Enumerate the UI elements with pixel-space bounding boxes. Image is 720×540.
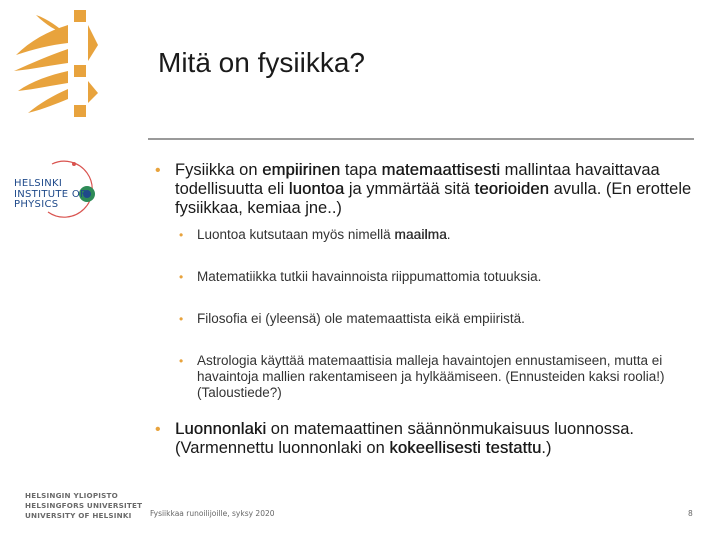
page-number: 8 (688, 509, 693, 518)
subbullet-nature: • Luontoa kutsutaan myös nimellä maailma. (179, 227, 451, 242)
title-divider (148, 138, 694, 140)
slide-title: Mitä on fysiikka? (158, 47, 365, 78)
slide-footer: Fysiikkaa runoilijoille, syksy 2020 (150, 509, 275, 518)
subbullet-philosophy: • Filosofia ei (yleensä) ole matemaattista eikä empiiristä. (179, 311, 525, 326)
bullet-physics-definition: • Fysiikka on empiirinen tapa matemaattisesti mallintaa havaittavaa todellisuutta eli luontoa ja ymmärtää sitä teorioiden avulla. (En erottele fysiikkaa, kemiaa jne..) (155, 161, 692, 217)
institute-name: HELSINKI INSTITUTE OF PHYSICS (14, 178, 87, 210)
subbullet-astrology: • Astrologia käyttää matemaattisia malleja havaintojen ennustamiseen, mutta ei havaintoja mallien rakentamiseen ja hylkäämiseen. (Ennusteiden kaksi roolia!) (Taloustiede?) (179, 353, 665, 400)
bullet-natural-law: • Luonnonlaki on matemaattinen säännönmukaisuus luonnossa. (Varmennettu luonnonlaki on kokeellisesti testattu.) (155, 420, 635, 457)
university-flame-logo (6, 5, 101, 120)
bullet-icon: • (155, 421, 161, 438)
bullet-icon: • (179, 312, 184, 326)
slide-content (155, 161, 700, 458)
bullet-icon: • (155, 162, 161, 179)
bullet-icon: • (179, 354, 184, 368)
bullet-icon: • (179, 270, 184, 284)
subbullet-mathematics: • Matematiikka tutkii havainnoista riippumattomia totuuksia. (179, 269, 542, 284)
university-names: HELSINGIN YLIOPISTO HELSINGFORS UNIVERSITET UNIVERSITY OF HELSINKI (25, 491, 143, 520)
bullet-icon: • (179, 228, 184, 242)
